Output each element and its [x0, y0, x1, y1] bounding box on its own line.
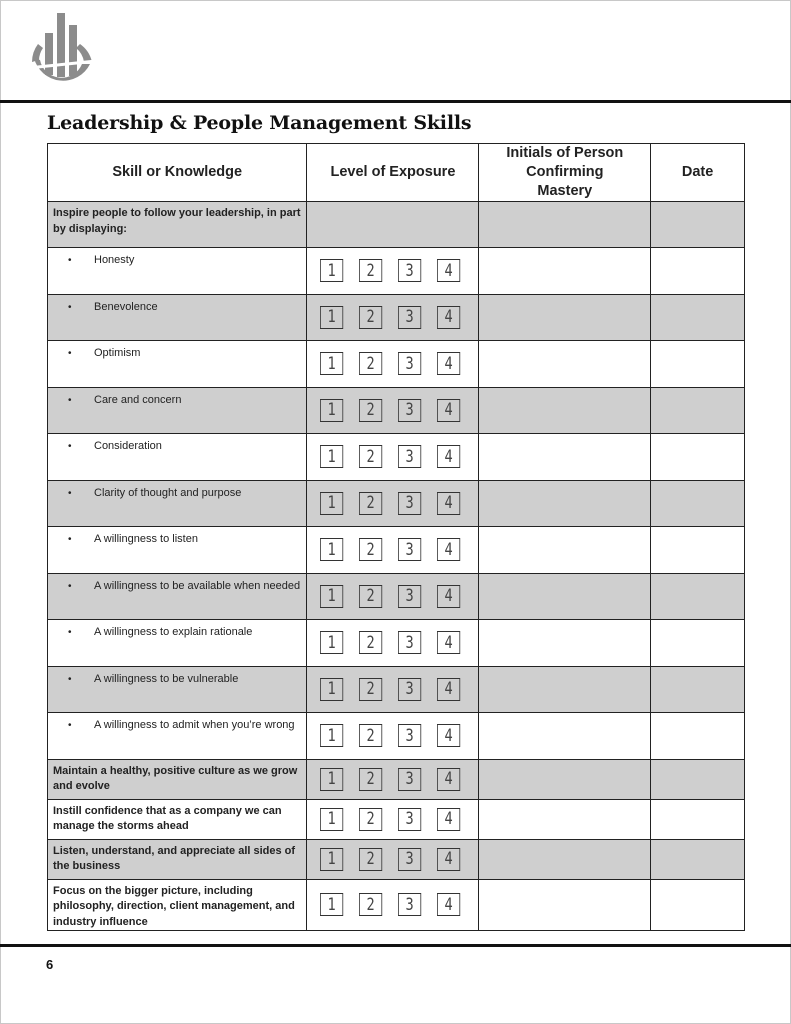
initials-cell[interactable] — [479, 294, 651, 341]
bullet-icon: • — [68, 534, 72, 545]
level-selector — [307, 678, 478, 701]
page-title: Leadership & People Management Skills — [47, 112, 472, 134]
bullet-item — [48, 248, 306, 269]
bullet-icon: • — [68, 301, 72, 313]
date-cell[interactable] — [651, 713, 745, 760]
initials-cell[interactable] — [479, 573, 651, 620]
level-box-3[interactable]: 3 — [398, 893, 421, 916]
level-of-exposure-cell — [307, 387, 479, 434]
table-row — [48, 799, 745, 839]
level-box-1[interactable]: 1 — [320, 445, 343, 468]
level-selector — [307, 585, 478, 608]
skill-cell — [48, 527, 307, 574]
level-box-2[interactable]: 2 — [359, 631, 382, 654]
table-row — [48, 480, 745, 527]
level-of-exposure-cell — [307, 573, 479, 620]
level-box-2[interactable]: 2 — [359, 538, 382, 561]
bullet-item — [48, 481, 306, 502]
level-selector — [307, 399, 478, 422]
bullet-icon: • — [68, 441, 72, 452]
date-cell[interactable] — [651, 387, 745, 434]
level-box-3[interactable]: 3 — [398, 352, 421, 375]
skills-table — [47, 143, 745, 931]
initials-cell[interactable] — [479, 248, 651, 295]
skill-text: Clarity of thought and purpose — [94, 486, 242, 499]
level-box-2[interactable]: 2 — [359, 306, 382, 329]
skill-text: Optimism — [94, 347, 141, 359]
date-cell[interactable] — [651, 480, 745, 527]
level-box-2[interactable]: 2 — [359, 259, 382, 282]
level-box-2[interactable]: 2 — [359, 724, 382, 747]
level-box-4[interactable]: 4 — [437, 808, 460, 831]
level-box-1[interactable]: 1 — [320, 399, 343, 422]
level-of-exposure-cell — [307, 620, 479, 667]
initials-cell[interactable] — [479, 759, 651, 799]
table-row — [48, 573, 745, 620]
level-of-exposure-cell — [307, 759, 479, 799]
level-selector — [307, 445, 478, 468]
date-cell[interactable] — [651, 341, 745, 388]
footer-rule — [0, 944, 791, 947]
level-box-3[interactable]: 3 — [398, 259, 421, 282]
level-box-1[interactable]: 1 — [320, 259, 343, 282]
level-selector — [307, 492, 478, 515]
date-cell[interactable] — [651, 839, 745, 879]
skill-text: A willingness to admit when you’re wrong — [94, 719, 295, 731]
skill-cell — [48, 713, 307, 760]
level-box-4[interactable]: 4 — [437, 678, 460, 701]
bullet-icon: • — [68, 720, 72, 731]
initials-cell[interactable] — [479, 666, 651, 713]
level-selector — [307, 352, 478, 375]
level-box-2[interactable]: 2 — [359, 399, 382, 422]
date-cell[interactable] — [651, 294, 745, 341]
level-box-3[interactable]: 3 — [398, 492, 421, 515]
skill-cell — [48, 387, 307, 434]
date-cell[interactable] — [651, 759, 745, 799]
level-selector — [307, 538, 478, 561]
skill-text: Honesty — [94, 254, 135, 266]
level-of-exposure-cell — [307, 879, 479, 931]
bullet-icon: • — [68, 580, 72, 592]
level-box-2[interactable]: 2 — [359, 768, 382, 791]
level-box-4[interactable]: 4 — [437, 631, 460, 654]
level-box-4[interactable]: 4 — [437, 352, 460, 375]
level-selector — [307, 724, 478, 747]
skill-cell — [48, 202, 307, 248]
level-selector — [307, 306, 478, 329]
date-cell[interactable] — [651, 527, 745, 574]
level-box-4[interactable]: 4 — [437, 306, 460, 329]
level-box-2[interactable]: 2 — [359, 492, 382, 515]
level-box-1[interactable]: 1 — [320, 808, 343, 831]
bullet-item — [48, 713, 306, 734]
level-of-exposure-cell — [307, 839, 479, 879]
level-box-3[interactable]: 3 — [398, 848, 421, 871]
skill-text: Maintain a healthy, positive culture as we grow and evolve — [53, 764, 298, 792]
date-cell[interactable] — [651, 879, 745, 931]
header-rule — [0, 100, 791, 103]
level-box-3[interactable]: 3 — [398, 631, 421, 654]
bullet-icon: • — [68, 627, 72, 638]
skill-text: Instill confidence that as a company we can manage the storms ahead — [53, 804, 282, 832]
level-box-1[interactable]: 1 — [320, 631, 343, 654]
level-box-2[interactable]: 2 — [359, 848, 382, 871]
level-of-exposure-cell — [307, 248, 479, 295]
level-of-exposure-cell — [307, 480, 479, 527]
initials-cell[interactable] — [479, 799, 651, 839]
initials-cell[interactable] — [479, 879, 651, 931]
level-box-1[interactable]: 1 — [320, 893, 343, 916]
page-number: 6 — [46, 957, 54, 972]
level-box-1[interactable]: 1 — [320, 678, 343, 701]
table-row — [48, 839, 745, 879]
skill-cell — [48, 620, 307, 667]
skill-cell — [48, 294, 307, 341]
date-cell[interactable] — [651, 799, 745, 839]
level-of-exposure-cell — [307, 713, 479, 760]
level-selector — [307, 893, 478, 916]
bullet-item — [48, 620, 306, 641]
level-box-2[interactable]: 2 — [359, 678, 382, 701]
table-row — [48, 713, 745, 760]
level-of-exposure-cell — [307, 666, 479, 713]
level-box-4[interactable]: 4 — [437, 724, 460, 747]
table-row — [48, 527, 745, 574]
skill-text: Listen, understand, and appreciate all sides of the business — [53, 844, 296, 872]
level-box-4[interactable]: 4 — [437, 445, 460, 468]
header-level: Level of Exposure — [307, 144, 479, 202]
level-selector — [307, 848, 478, 871]
level-box-1[interactable]: 1 — [320, 538, 343, 561]
level-of-exposure-cell — [307, 527, 479, 574]
skill-cell — [48, 341, 307, 388]
table-row — [48, 202, 745, 248]
initials-cell[interactable] — [479, 527, 651, 574]
level-selector — [307, 808, 478, 831]
level-box-2[interactable]: 2 — [359, 352, 382, 375]
level-box-1[interactable]: 1 — [320, 724, 343, 747]
table-row — [48, 294, 745, 341]
level-box-4[interactable]: 4 — [437, 259, 460, 282]
table-row — [48, 879, 745, 931]
level-box-2[interactable]: 2 — [359, 585, 382, 608]
level-box-3[interactable]: 3 — [398, 724, 421, 747]
bullet-icon: • — [68, 487, 72, 499]
skill-text: A willingness to be available when needed — [94, 579, 301, 592]
level-of-exposure-cell — [307, 202, 479, 248]
skill-text: Inspire people to follow your leadership, in part by displaying: — [53, 207, 301, 235]
skill-cell — [48, 666, 307, 713]
table-header-row — [48, 144, 745, 202]
level-box-1[interactable]: 1 — [320, 848, 343, 871]
skill-cell — [48, 799, 307, 839]
level-box-3[interactable]: 3 — [398, 808, 421, 831]
level-box-3[interactable]: 3 — [398, 445, 421, 468]
initials-cell[interactable] — [479, 387, 651, 434]
skill-cell — [48, 248, 307, 295]
table-row — [48, 248, 745, 295]
skill-text: A willingness to explain rationale — [94, 626, 253, 638]
skill-text: Consideration — [94, 440, 162, 452]
level-box-3[interactable]: 3 — [398, 306, 421, 329]
level-box-4[interactable]: 4 — [437, 768, 460, 791]
table-row — [48, 434, 745, 481]
level-selector — [307, 631, 478, 654]
level-box-1[interactable]: 1 — [320, 352, 343, 375]
bullet-icon: • — [68, 673, 72, 685]
header-initials: Initials of Person Confirming Mastery — [479, 144, 651, 202]
initials-cell[interactable] — [479, 620, 651, 667]
initials-cell[interactable] — [479, 341, 651, 388]
skill-text: Benevolence — [94, 300, 158, 313]
level-box-3[interactable]: 3 — [398, 678, 421, 701]
bullet-item — [48, 295, 306, 316]
level-selector — [307, 259, 478, 282]
skill-text: Focus on the bigger picture, including philosophy, direction, client management, and industry influence — [53, 884, 295, 928]
date-cell[interactable] — [651, 248, 745, 295]
level-box-3[interactable]: 3 — [398, 538, 421, 561]
bullet-item — [48, 341, 306, 362]
date-cell[interactable] — [651, 620, 745, 667]
skill-cell — [48, 759, 307, 799]
header-skill: Skill or Knowledge — [48, 144, 307, 202]
level-box-3[interactable]: 3 — [398, 768, 421, 791]
level-box-1[interactable]: 1 — [320, 306, 343, 329]
skill-cell — [48, 480, 307, 527]
initials-cell[interactable] — [479, 839, 651, 879]
level-box-1[interactable]: 1 — [320, 768, 343, 791]
table-row — [48, 666, 745, 713]
date-cell[interactable] — [651, 573, 745, 620]
bullet-icon: • — [68, 394, 72, 406]
skill-cell — [48, 879, 307, 931]
bullet-item — [48, 388, 306, 409]
level-box-4[interactable]: 4 — [437, 538, 460, 561]
header-date: Date — [651, 144, 745, 202]
date-cell[interactable] — [651, 666, 745, 713]
date-cell[interactable] — [651, 202, 745, 248]
date-cell[interactable] — [651, 434, 745, 481]
table-row — [48, 387, 745, 434]
level-of-exposure-cell — [307, 294, 479, 341]
level-box-4[interactable]: 4 — [437, 399, 460, 422]
level-of-exposure-cell — [307, 434, 479, 481]
bullet-item — [48, 667, 306, 688]
level-of-exposure-cell — [307, 799, 479, 839]
bullet-icon: • — [68, 255, 72, 266]
level-box-1[interactable]: 1 — [320, 585, 343, 608]
initials-cell[interactable] — [479, 202, 651, 248]
initials-cell[interactable] — [479, 434, 651, 481]
level-box-2[interactable]: 2 — [359, 808, 382, 831]
level-of-exposure-cell — [307, 341, 479, 388]
skill-cell — [48, 839, 307, 879]
bullet-item — [48, 527, 306, 548]
building-in-circle-logo-icon — [24, 10, 100, 96]
level-selector — [307, 768, 478, 791]
level-box-3[interactable]: 3 — [398, 585, 421, 608]
level-box-2[interactable]: 2 — [359, 893, 382, 916]
level-box-4[interactable]: 4 — [437, 585, 460, 608]
skill-cell — [48, 434, 307, 481]
table-row — [48, 620, 745, 667]
initials-cell[interactable] — [479, 713, 651, 760]
level-box-1[interactable]: 1 — [320, 492, 343, 515]
table-body — [48, 202, 745, 931]
skill-text: A willingness to listen — [94, 533, 198, 545]
skill-text: A willingness to be vulnerable — [94, 672, 239, 685]
table-row — [48, 341, 745, 388]
level-box-4[interactable]: 4 — [437, 893, 460, 916]
level-box-3[interactable]: 3 — [398, 399, 421, 422]
skill-cell — [48, 573, 307, 620]
initials-cell[interactable] — [479, 480, 651, 527]
bullet-item — [48, 574, 306, 595]
bullet-icon: • — [68, 348, 72, 359]
level-box-2[interactable]: 2 — [359, 445, 382, 468]
level-box-4[interactable]: 4 — [437, 492, 460, 515]
bullet-item — [48, 434, 306, 455]
skill-text: Care and concern — [94, 393, 182, 406]
table-row — [48, 759, 745, 799]
level-box-4[interactable]: 4 — [437, 848, 460, 871]
